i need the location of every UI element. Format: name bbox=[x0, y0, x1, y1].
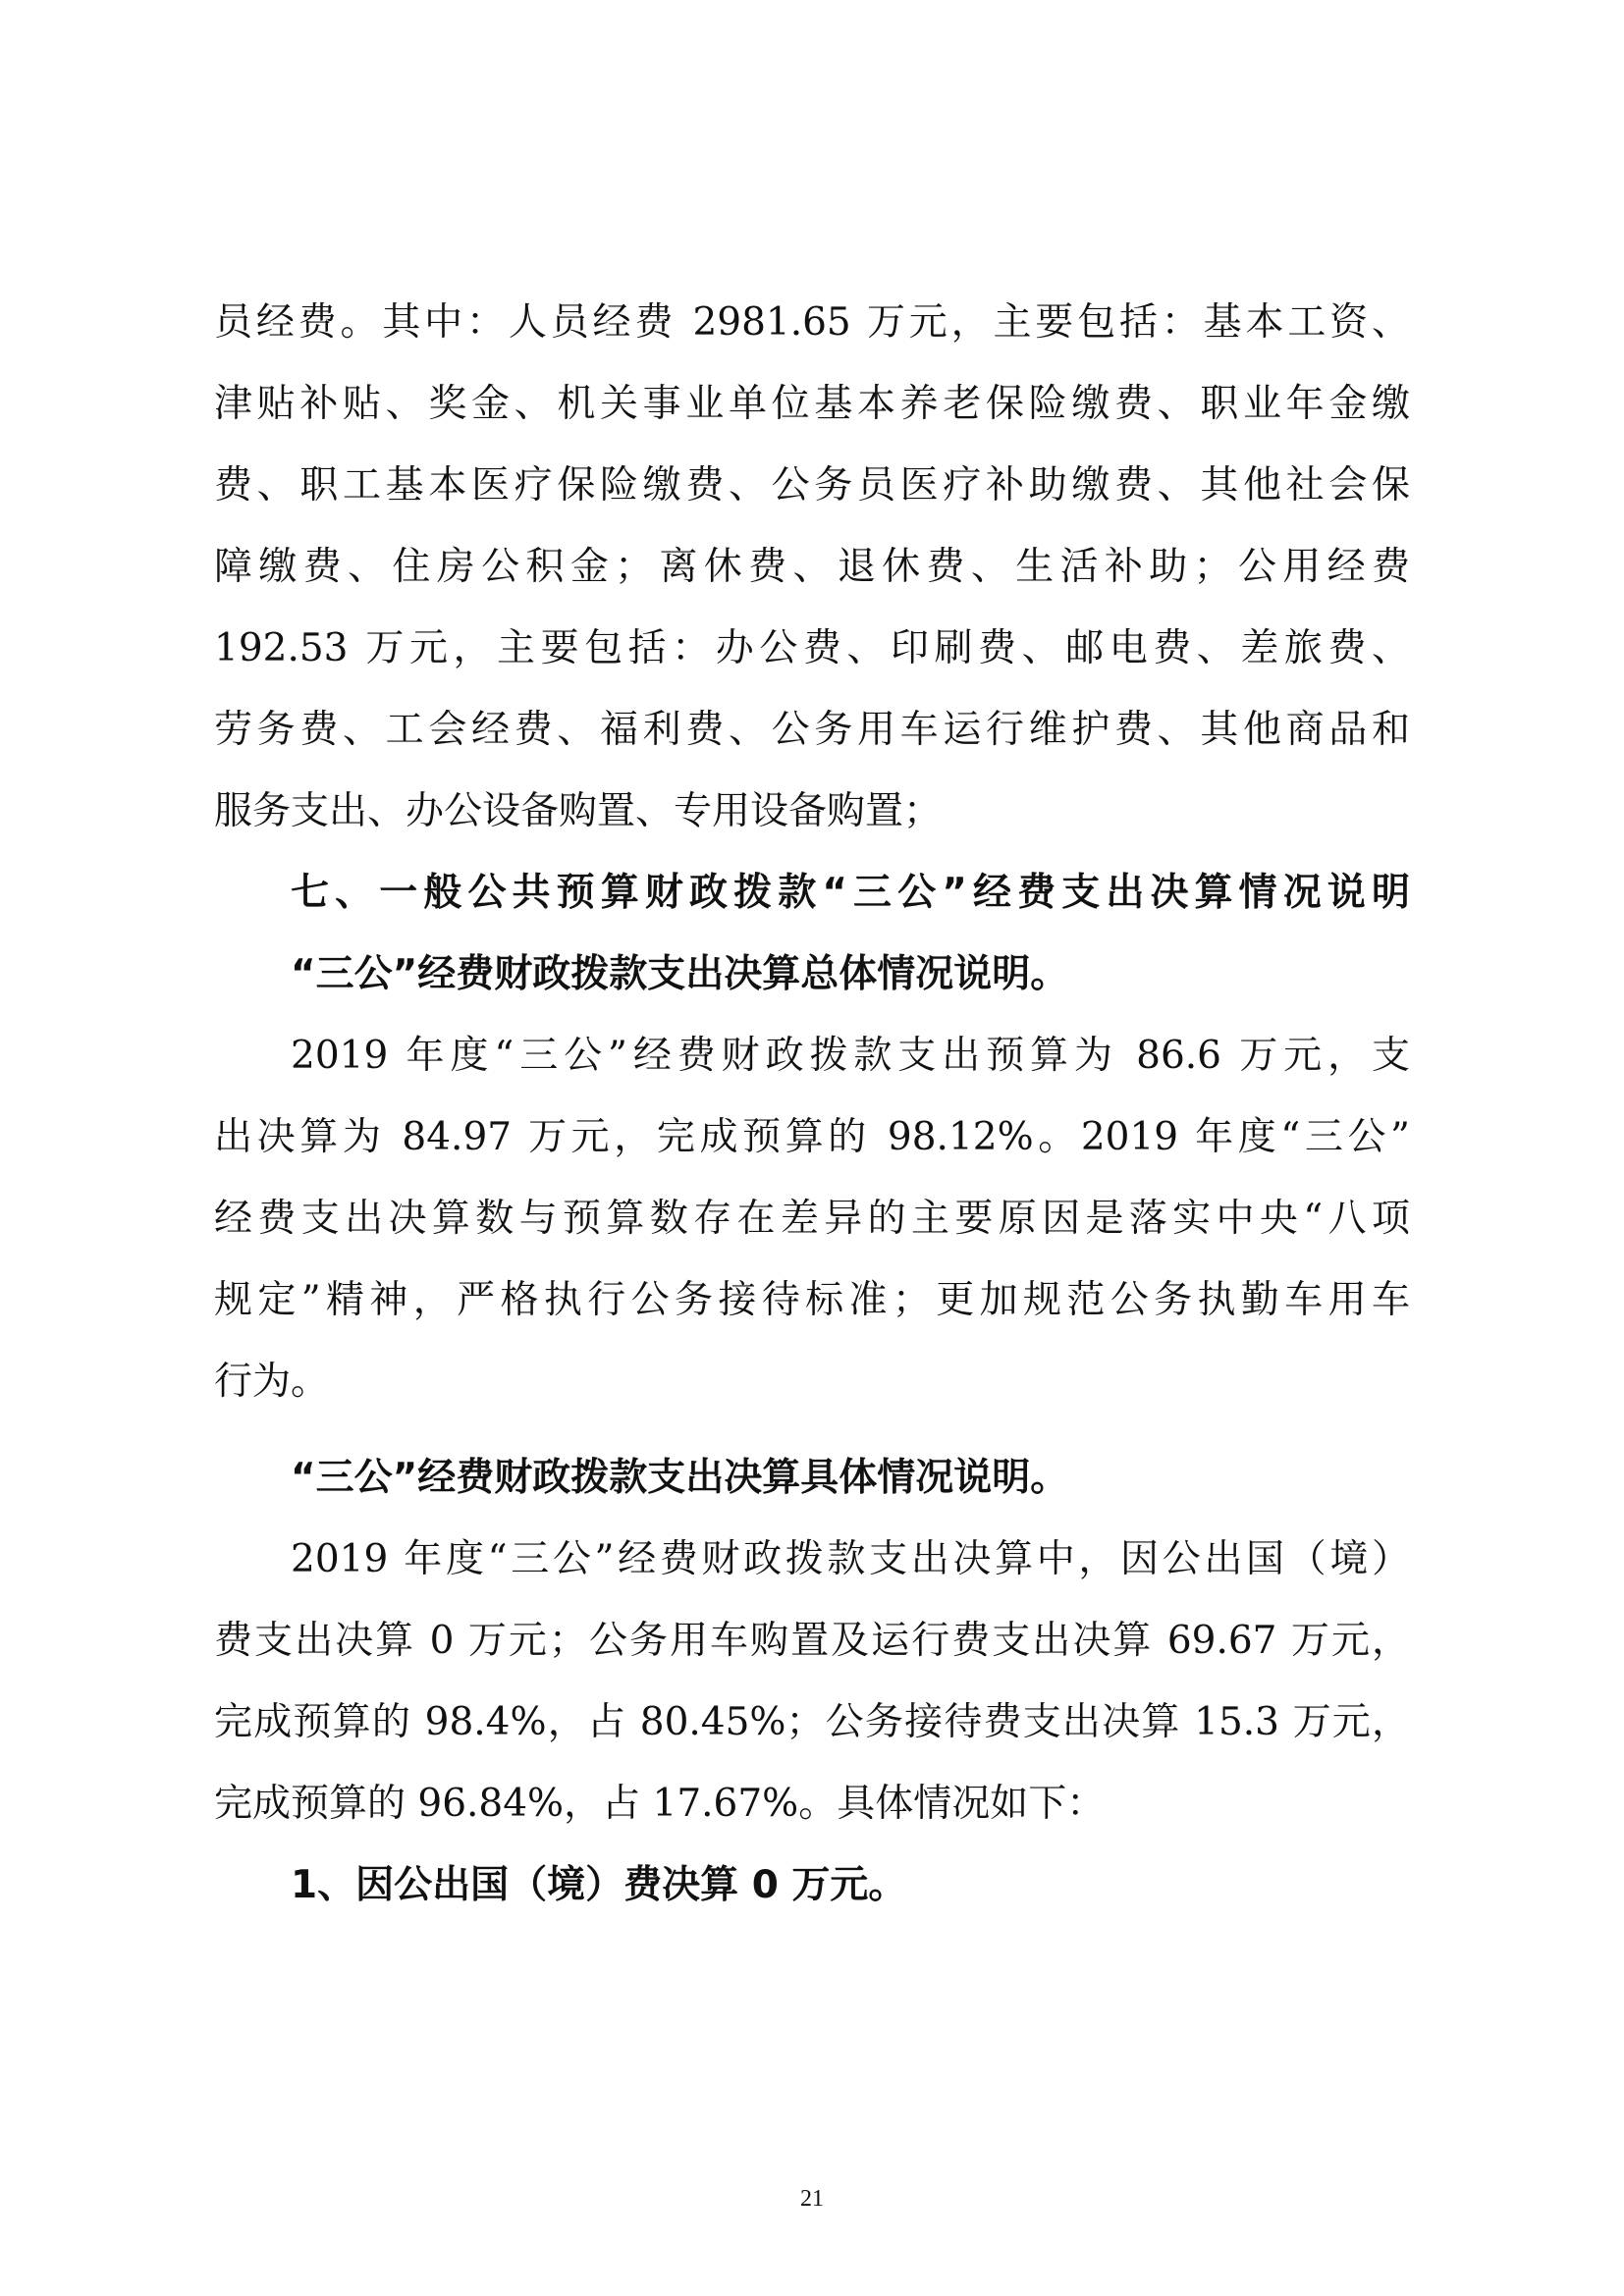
paragraph-line: 2019 年度“三公”经费财政拨款支出预算为 86.6 万元，支 bbox=[291, 1034, 1410, 1078]
item-heading: 1、因公出国（境）费决算 0 万元。 bbox=[291, 1863, 907, 1907]
paragraph-line: 行为。 bbox=[214, 1360, 330, 1404]
page-number: 21 bbox=[800, 2186, 824, 2212]
paragraph-line: 规定”精神，严格执行公务接待标准；更加规范公务执勤车用车 bbox=[214, 1278, 1410, 1322]
paragraph-line: 服务支出、办公设备购置、专用设备购置； bbox=[214, 789, 943, 833]
paragraph-line: 费支出决算 0 万元；公务用车购置及运行费支出决算 69.67 万元， bbox=[214, 1619, 1410, 1663]
paragraph-line: 2019 年度“三公”经费财政拨款支出决算中，因公出国（境） bbox=[291, 1537, 1410, 1581]
paragraph-line: 192.53 万元，主要包括：办公费、印刷费、邮电费、差旅费、 bbox=[214, 626, 1410, 670]
paragraph-line: 出决算为 84.97 万元，完成预算的 98.12%。2019 年度“三公” bbox=[214, 1115, 1410, 1159]
subheading-overall: “三公”经费财政拨款支出决算总体情况说明。 bbox=[291, 952, 1069, 996]
paragraph-line: 费、职工基本医疗保险缴费、公务员医疗补助缴费、其他社会保 bbox=[214, 463, 1410, 507]
paragraph-line: 经费支出决算数与预算数存在差异的主要原因是落实中央“八项 bbox=[214, 1197, 1410, 1241]
paragraph-line: 劳务费、工会经费、福利费、公务用车运行维护费、其他商品和 bbox=[214, 708, 1410, 752]
section-heading: 七、一般公共预算财政拨款“三公”经费支出决算情况说明 bbox=[291, 871, 1410, 915]
paragraph-line: 津贴补贴、奖金、机关事业单位基本养老保险缴费、职业年金缴 bbox=[214, 382, 1410, 426]
paragraph-line: 完成预算的 96.84%，占 17.67%。具体情况如下： bbox=[214, 1782, 1106, 1826]
subheading-specific: “三公”经费财政拨款支出决算具体情况说明。 bbox=[291, 1456, 1069, 1500]
paragraph-line: 完成预算的 98.4%，占 80.45%；公务接待费支出决算 15.3 万元， bbox=[214, 1700, 1410, 1744]
paragraph-line: 障缴费、住房公积金；离休费、退休费、生活补助；公用经费 bbox=[214, 545, 1410, 589]
paragraph-line: 员经费。其中：人员经费 2981.65 万元，主要包括：基本工资、 bbox=[214, 300, 1410, 345]
